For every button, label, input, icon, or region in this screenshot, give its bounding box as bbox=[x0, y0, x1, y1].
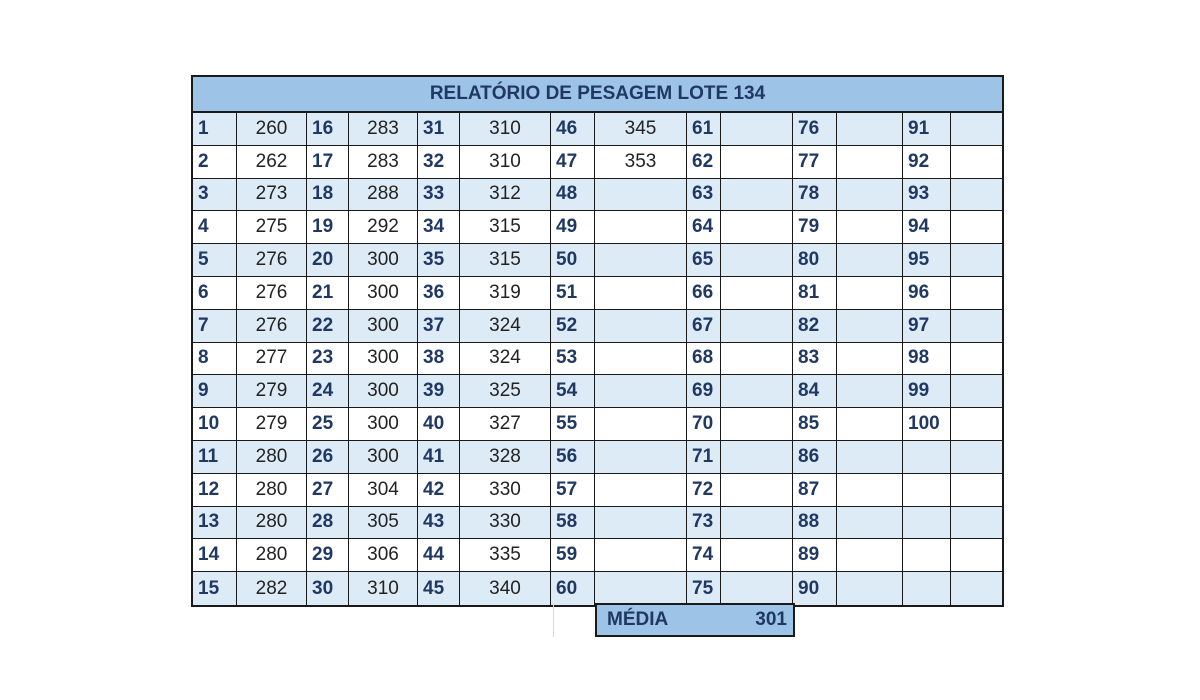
weight-value: 325 bbox=[460, 375, 551, 407]
animal-number: 35 bbox=[418, 244, 460, 276]
animal-number: 38 bbox=[418, 343, 460, 375]
weight-value: 310 bbox=[460, 146, 551, 178]
table-row bbox=[193, 244, 1002, 277]
table-row bbox=[193, 113, 1002, 146]
weight-value bbox=[951, 408, 1002, 440]
animal-number: 66 bbox=[687, 277, 721, 309]
animal-number: 76 bbox=[793, 113, 837, 145]
animal-number: 15 bbox=[193, 572, 237, 605]
weight-value bbox=[595, 408, 687, 440]
animal-number: 13 bbox=[193, 507, 237, 539]
weight-value bbox=[951, 343, 1002, 375]
weight-value: 330 bbox=[460, 507, 551, 539]
animal-number: 21 bbox=[307, 277, 349, 309]
animal-number: 39 bbox=[418, 375, 460, 407]
animal-number: 51 bbox=[551, 277, 595, 309]
animal-number: 92 bbox=[903, 146, 951, 178]
average-box bbox=[595, 603, 795, 637]
weight-value: 273 bbox=[237, 179, 307, 211]
weight-value bbox=[721, 211, 793, 243]
weight-value: 327 bbox=[460, 408, 551, 440]
average-label: MÉDIA bbox=[607, 609, 669, 630]
animal-number: 52 bbox=[551, 310, 595, 342]
animal-number: 60 bbox=[551, 572, 595, 605]
animal-number: 97 bbox=[903, 310, 951, 342]
animal-number: 57 bbox=[551, 474, 595, 506]
weight-value bbox=[595, 244, 687, 276]
animal-number: 27 bbox=[307, 474, 349, 506]
animal-number: 58 bbox=[551, 507, 595, 539]
average-value: 301 bbox=[755, 609, 787, 630]
weight-value: 276 bbox=[237, 277, 307, 309]
table-row bbox=[193, 277, 1002, 310]
animal-number: 90 bbox=[793, 572, 837, 605]
weight-value: 288 bbox=[349, 179, 418, 211]
animal-number: 2 bbox=[193, 146, 237, 178]
animal-number: 28 bbox=[307, 507, 349, 539]
weight-value bbox=[595, 277, 687, 309]
animal-number: 12 bbox=[193, 474, 237, 506]
weight-value bbox=[721, 179, 793, 211]
animal-number: 7 bbox=[193, 310, 237, 342]
animal-number: 91 bbox=[903, 113, 951, 145]
weight-value: 300 bbox=[349, 375, 418, 407]
weight-value bbox=[837, 277, 903, 309]
weight-value bbox=[837, 146, 903, 178]
animal-number: 72 bbox=[687, 474, 721, 506]
weight-value: 330 bbox=[460, 474, 551, 506]
animal-number: 88 bbox=[793, 507, 837, 539]
weight-value bbox=[951, 507, 1002, 539]
weight-value bbox=[951, 113, 1002, 145]
animal-number: 50 bbox=[551, 244, 595, 276]
animal-number: 82 bbox=[793, 310, 837, 342]
animal-number: 43 bbox=[418, 507, 460, 539]
weight-value: 280 bbox=[237, 441, 307, 473]
weight-value bbox=[721, 277, 793, 309]
weight-value bbox=[595, 211, 687, 243]
animal-number: 67 bbox=[687, 310, 721, 342]
animal-number: 77 bbox=[793, 146, 837, 178]
weight-value bbox=[837, 113, 903, 145]
animal-number: 18 bbox=[307, 179, 349, 211]
weight-value bbox=[951, 474, 1002, 506]
weight-value bbox=[721, 408, 793, 440]
animal-number: 5 bbox=[193, 244, 237, 276]
table-row bbox=[193, 343, 1002, 376]
animal-number: 29 bbox=[307, 539, 349, 571]
weight-value bbox=[837, 572, 903, 605]
weight-value: 306 bbox=[349, 539, 418, 571]
report-title: RELATÓRIO DE PESAGEM LOTE 134 bbox=[193, 77, 1002, 113]
animal-number: 22 bbox=[307, 310, 349, 342]
weight-value: 305 bbox=[349, 507, 418, 539]
weight-value: 279 bbox=[237, 408, 307, 440]
animal-number: 19 bbox=[307, 211, 349, 243]
animal-number bbox=[903, 507, 951, 539]
animal-number: 10 bbox=[193, 408, 237, 440]
weight-value bbox=[837, 375, 903, 407]
weight-value bbox=[837, 310, 903, 342]
weight-value: 319 bbox=[460, 277, 551, 309]
weight-value: 300 bbox=[349, 343, 418, 375]
weight-value: 260 bbox=[237, 113, 307, 145]
animal-number: 59 bbox=[551, 539, 595, 571]
animal-number: 56 bbox=[551, 441, 595, 473]
weight-value: 280 bbox=[237, 507, 307, 539]
weight-value bbox=[595, 507, 687, 539]
animal-number: 84 bbox=[793, 375, 837, 407]
animal-number: 55 bbox=[551, 408, 595, 440]
divider bbox=[553, 603, 554, 637]
weight-value bbox=[951, 277, 1002, 309]
weight-value bbox=[951, 211, 1002, 243]
weight-value: 280 bbox=[237, 539, 307, 571]
animal-number: 31 bbox=[418, 113, 460, 145]
weight-value: 283 bbox=[349, 146, 418, 178]
weight-value: 300 bbox=[349, 441, 418, 473]
weight-value bbox=[721, 441, 793, 473]
weight-value bbox=[721, 244, 793, 276]
weight-value bbox=[721, 375, 793, 407]
animal-number: 86 bbox=[793, 441, 837, 473]
animal-number bbox=[903, 572, 951, 605]
animal-number: 6 bbox=[193, 277, 237, 309]
weight-value: 300 bbox=[349, 277, 418, 309]
animal-number: 64 bbox=[687, 211, 721, 243]
animal-number: 9 bbox=[193, 375, 237, 407]
animal-number: 14 bbox=[193, 539, 237, 571]
weight-value: 328 bbox=[460, 441, 551, 473]
animal-number: 94 bbox=[903, 211, 951, 243]
animal-number: 81 bbox=[793, 277, 837, 309]
weight-value: 300 bbox=[349, 408, 418, 440]
animal-number bbox=[903, 474, 951, 506]
animal-number: 47 bbox=[551, 146, 595, 178]
animal-number: 32 bbox=[418, 146, 460, 178]
animal-number: 75 bbox=[687, 572, 721, 605]
weight-value: 300 bbox=[349, 244, 418, 276]
animal-number: 79 bbox=[793, 211, 837, 243]
animal-number: 8 bbox=[193, 343, 237, 375]
animal-number: 74 bbox=[687, 539, 721, 571]
animal-number: 48 bbox=[551, 179, 595, 211]
animal-number: 11 bbox=[193, 441, 237, 473]
weight-value bbox=[951, 539, 1002, 571]
weight-value bbox=[721, 146, 793, 178]
table-row bbox=[193, 179, 1002, 212]
animal-number: 87 bbox=[793, 474, 837, 506]
animal-number bbox=[903, 441, 951, 473]
animal-number: 26 bbox=[307, 441, 349, 473]
weight-value bbox=[837, 179, 903, 211]
weight-value bbox=[951, 375, 1002, 407]
animal-number: 70 bbox=[687, 408, 721, 440]
table-row bbox=[193, 408, 1002, 441]
weight-value bbox=[595, 441, 687, 473]
weight-value bbox=[721, 474, 793, 506]
table-row bbox=[193, 375, 1002, 408]
table-row bbox=[193, 507, 1002, 540]
weight-value: 340 bbox=[460, 572, 551, 605]
weight-value bbox=[837, 507, 903, 539]
weight-value: 315 bbox=[460, 244, 551, 276]
animal-number: 36 bbox=[418, 277, 460, 309]
animal-number: 33 bbox=[418, 179, 460, 211]
weight-value bbox=[595, 572, 687, 605]
table-row bbox=[193, 441, 1002, 474]
weight-value: 276 bbox=[237, 244, 307, 276]
animal-number: 62 bbox=[687, 146, 721, 178]
weight-value bbox=[595, 179, 687, 211]
weight-value bbox=[721, 507, 793, 539]
weight-value: 315 bbox=[460, 211, 551, 243]
weight-value: 282 bbox=[237, 572, 307, 605]
table-row bbox=[193, 310, 1002, 343]
animal-number: 25 bbox=[307, 408, 349, 440]
animal-number: 69 bbox=[687, 375, 721, 407]
weight-value: 324 bbox=[460, 310, 551, 342]
weight-value bbox=[595, 310, 687, 342]
weight-value: 279 bbox=[237, 375, 307, 407]
weight-value bbox=[951, 310, 1002, 342]
animal-number: 93 bbox=[903, 179, 951, 211]
animal-number: 23 bbox=[307, 343, 349, 375]
animal-number: 65 bbox=[687, 244, 721, 276]
animal-number: 45 bbox=[418, 572, 460, 605]
animal-number: 16 bbox=[307, 113, 349, 145]
animal-number: 34 bbox=[418, 211, 460, 243]
weight-value bbox=[837, 474, 903, 506]
animal-number: 46 bbox=[551, 113, 595, 145]
animal-number bbox=[903, 539, 951, 571]
table-row bbox=[193, 146, 1002, 179]
weight-value: 310 bbox=[460, 113, 551, 145]
weight-value bbox=[721, 310, 793, 342]
animal-number: 53 bbox=[551, 343, 595, 375]
animal-number: 30 bbox=[307, 572, 349, 605]
weight-value: 310 bbox=[349, 572, 418, 605]
weight-value: 280 bbox=[237, 474, 307, 506]
weight-value bbox=[837, 244, 903, 276]
weight-value bbox=[837, 539, 903, 571]
weight-value: 324 bbox=[460, 343, 551, 375]
weight-value bbox=[595, 375, 687, 407]
weight-value: 283 bbox=[349, 113, 418, 145]
animal-number: 4 bbox=[193, 211, 237, 243]
animal-number: 73 bbox=[687, 507, 721, 539]
weight-value bbox=[951, 179, 1002, 211]
animal-number: 78 bbox=[793, 179, 837, 211]
table-row bbox=[193, 572, 1002, 605]
weight-value: 304 bbox=[349, 474, 418, 506]
weight-value bbox=[595, 474, 687, 506]
weight-value bbox=[721, 572, 793, 605]
weight-value: 275 bbox=[237, 211, 307, 243]
table-row bbox=[193, 539, 1002, 572]
weight-value: 262 bbox=[237, 146, 307, 178]
weight-value bbox=[837, 441, 903, 473]
weight-value bbox=[837, 211, 903, 243]
weight-value bbox=[951, 441, 1002, 473]
animal-number: 54 bbox=[551, 375, 595, 407]
weights-grid bbox=[193, 113, 1002, 605]
weight-value: 276 bbox=[237, 310, 307, 342]
table-row bbox=[193, 474, 1002, 507]
weight-value bbox=[837, 343, 903, 375]
weight-value: 345 bbox=[595, 113, 687, 145]
weight-value: 335 bbox=[460, 539, 551, 571]
weight-value bbox=[837, 408, 903, 440]
animal-number: 17 bbox=[307, 146, 349, 178]
animal-number: 96 bbox=[903, 277, 951, 309]
animal-number: 61 bbox=[687, 113, 721, 145]
animal-number: 24 bbox=[307, 375, 349, 407]
animal-number: 99 bbox=[903, 375, 951, 407]
weight-value: 353 bbox=[595, 146, 687, 178]
animal-number: 49 bbox=[551, 211, 595, 243]
animal-number: 3 bbox=[193, 179, 237, 211]
animal-number: 71 bbox=[687, 441, 721, 473]
animal-number: 20 bbox=[307, 244, 349, 276]
animal-number: 80 bbox=[793, 244, 837, 276]
animal-number: 83 bbox=[793, 343, 837, 375]
animal-number: 68 bbox=[687, 343, 721, 375]
weight-value bbox=[595, 343, 687, 375]
weight-value bbox=[951, 572, 1002, 605]
animal-number: 37 bbox=[418, 310, 460, 342]
weight-value bbox=[595, 539, 687, 571]
animal-number: 98 bbox=[903, 343, 951, 375]
animal-number: 89 bbox=[793, 539, 837, 571]
weight-value: 292 bbox=[349, 211, 418, 243]
animal-number: 63 bbox=[687, 179, 721, 211]
table-row bbox=[193, 211, 1002, 244]
weight-value bbox=[721, 539, 793, 571]
animal-number: 40 bbox=[418, 408, 460, 440]
animal-number: 41 bbox=[418, 441, 460, 473]
weight-value bbox=[951, 146, 1002, 178]
animal-number: 44 bbox=[418, 539, 460, 571]
weight-value bbox=[951, 244, 1002, 276]
weighing-report-table bbox=[191, 75, 1004, 607]
animal-number: 42 bbox=[418, 474, 460, 506]
weight-value bbox=[721, 343, 793, 375]
animal-number: 1 bbox=[193, 113, 237, 145]
animal-number: 85 bbox=[793, 408, 837, 440]
weight-value: 277 bbox=[237, 343, 307, 375]
animal-number: 100 bbox=[903, 408, 951, 440]
weight-value bbox=[721, 113, 793, 145]
weight-value: 300 bbox=[349, 310, 418, 342]
animal-number: 95 bbox=[903, 244, 951, 276]
weight-value: 312 bbox=[460, 179, 551, 211]
